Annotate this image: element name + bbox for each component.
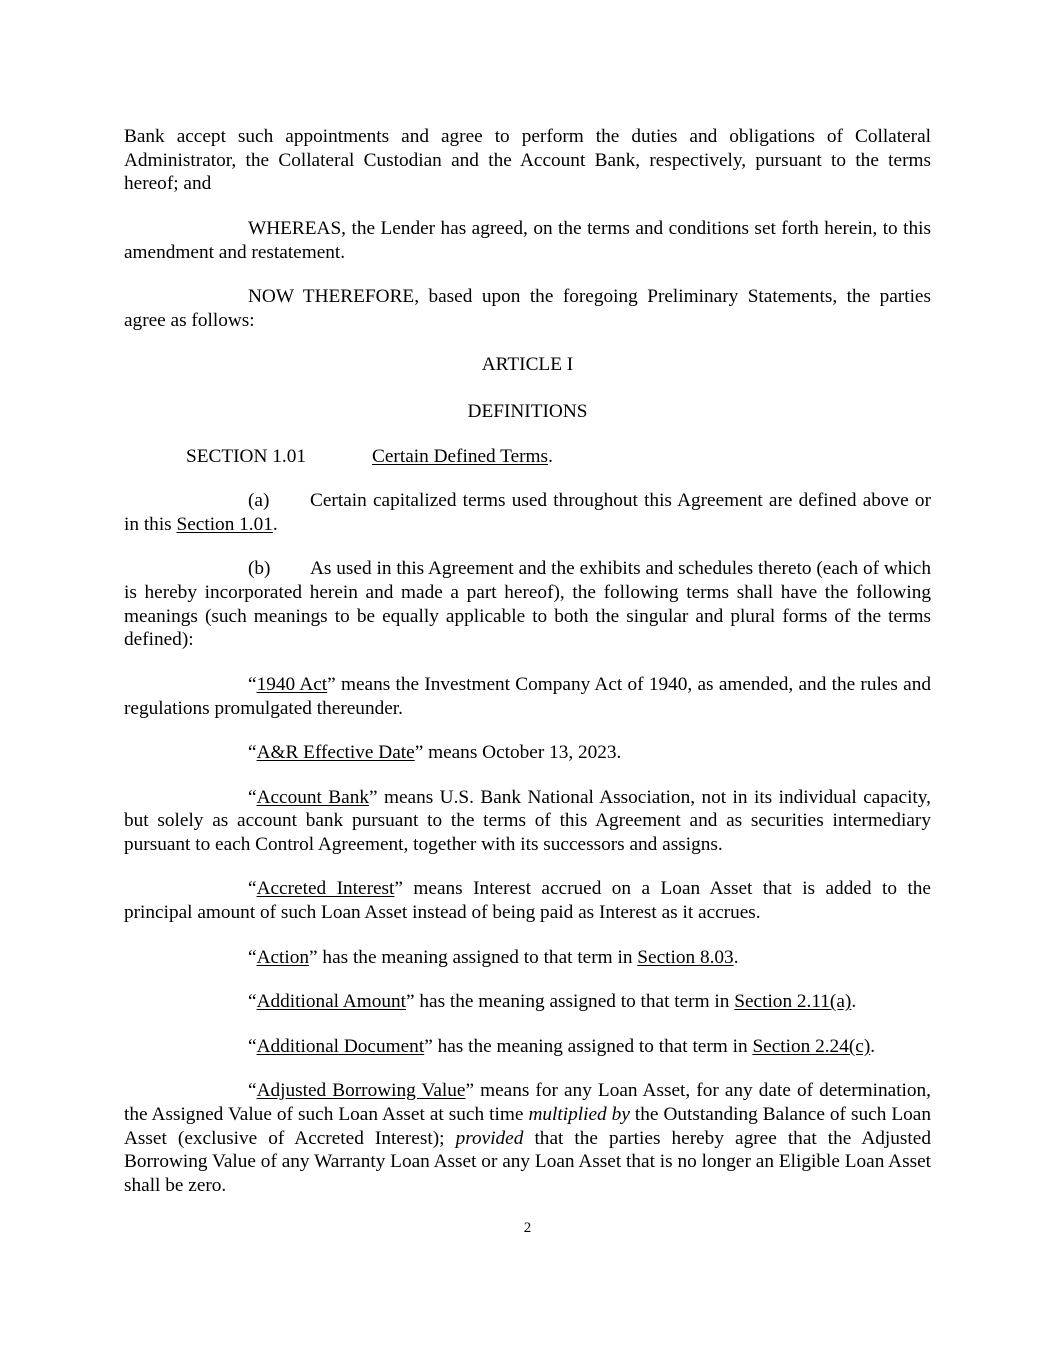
defined-term: 1940 Act xyxy=(256,673,328,695)
definition-text: has the meaning assigned to that term in xyxy=(317,946,638,968)
quote: ” xyxy=(309,946,318,968)
definition-text: has the meaning assigned to that term in xyxy=(414,991,735,1013)
definition-1940-act xyxy=(124,673,931,720)
clause-label: (a) xyxy=(248,490,270,512)
clause-text: As used in this Agreement and the exhibits and schedules thereto (each of which is hereby incorporated herein and made a part hereof), the following terms shall have the following meanings (such meanings to be equally applicable to both the singular and plural forms of the terms defined): xyxy=(124,558,931,651)
definition-text: means the Investment Company Act of 1940, as amended, and the rules and regulations promulgated thereunder. xyxy=(124,673,931,719)
paragraph-whereas: WHEREAS, the Lender has agreed, on the terms and conditions set forth herein, to this amendment and restatement. xyxy=(124,217,931,263)
clause-b xyxy=(124,557,931,652)
quote: “ xyxy=(248,1080,257,1102)
clause-text: Certain capitalized terms used throughout this Agreement are defined above or in this xyxy=(124,490,931,535)
section-reference: Section 8.03 xyxy=(637,946,734,968)
quote: “ xyxy=(248,946,257,968)
section-heading xyxy=(124,445,931,469)
article-heading: ARTICLE I xyxy=(481,354,574,376)
defined-term: Account Bank xyxy=(256,786,369,808)
defined-term: Adjusted Borrowing Value xyxy=(256,1080,466,1102)
section-number: SECTION 1.01 xyxy=(186,445,306,467)
quote: “ xyxy=(248,991,257,1013)
emphasis: provided xyxy=(455,1127,524,1149)
defined-term: Additional Document xyxy=(256,1035,425,1057)
quote: ” xyxy=(465,1080,475,1102)
defined-term: Action xyxy=(256,946,310,968)
document-page xyxy=(124,125,931,1218)
definition-text: means Interest accrued on a Loan Asset that is added to the principal amount of such Loan Asset instead of being paid as Interest as it accrues. xyxy=(124,878,931,924)
punct: . xyxy=(870,1035,876,1057)
definition-ar-effective-date xyxy=(124,741,931,765)
quote: ” xyxy=(406,991,415,1013)
definition-additional-document xyxy=(124,1035,931,1059)
punct: . xyxy=(272,513,278,535)
punct: . xyxy=(851,991,857,1013)
definition-text: means for any Loan Asset, for any date of determination, the Assigned Value of such Loan Asset at such time xyxy=(124,1080,932,1125)
page-number: 2 xyxy=(523,1220,532,1236)
quote: ” xyxy=(424,1035,433,1057)
quote: “ xyxy=(248,1035,257,1057)
definition-adjusted-borrowing-value xyxy=(124,1079,931,1198)
definition-action xyxy=(124,946,931,970)
punct: . xyxy=(548,445,553,467)
quote: ” xyxy=(394,878,403,900)
definition-account-bank xyxy=(124,786,931,857)
defined-term: Accreted Interest xyxy=(256,878,395,900)
clause-a xyxy=(124,489,931,536)
defined-term: A&R Effective Date xyxy=(256,742,415,764)
section-reference: Section 2.24(c) xyxy=(752,1035,871,1057)
quote: “ xyxy=(248,786,257,808)
article-title: DEFINITIONS xyxy=(467,401,588,423)
clause-label: (b) xyxy=(248,558,271,580)
definition-accreted-interest xyxy=(124,877,931,924)
quote: “ xyxy=(248,742,257,764)
quote: “ xyxy=(248,673,257,695)
paragraph-recital-end: Bank accept such appointments and agree to perform the duties and obligations of Collateral Administrator, the Collateral Custodian and the Account Bank, respectively, pursuant to the terms hereof; and xyxy=(124,126,931,195)
section-reference: Section 1.01 xyxy=(176,513,273,535)
paragraph-now-therefore: NOW THEREFORE, based upon the foregoing Preliminary Statements, the parties agree as follows: xyxy=(124,286,931,331)
definition-text: means U.S. Bank National Association, not in its individual capacity, but solely as account bank pursuant to the terms of this Agreement and as securities intermediary pursuant to each Control Agreement, together with its successors and assigns. xyxy=(124,786,931,855)
emphasis: multiplied by xyxy=(528,1103,630,1125)
quote: ” xyxy=(327,673,336,695)
definition-text: means October 13, 2023. xyxy=(423,742,622,764)
section-reference: Section 2.11(a) xyxy=(734,991,852,1013)
definition-additional-amount xyxy=(124,990,931,1014)
definition-text: the Outstanding Balance of such Loan Asset (exclusive of Accreted Interest); xyxy=(124,1103,931,1149)
definition-text: has the meaning assigned to that term in xyxy=(432,1035,753,1057)
quote: ” xyxy=(369,786,378,808)
quote: ” xyxy=(414,742,424,764)
punct: . xyxy=(733,946,739,968)
quote: “ xyxy=(248,878,257,900)
definition-text: that the parties hereby agree that the Adjusted Borrowing Value of any Warranty Loan Asset or any Loan Asset that is no longer an Eligible Loan Asset shall be zero. xyxy=(124,1127,931,1196)
section-title: Certain Defined Terms xyxy=(372,445,549,467)
defined-term: Additional Amount xyxy=(256,991,406,1013)
